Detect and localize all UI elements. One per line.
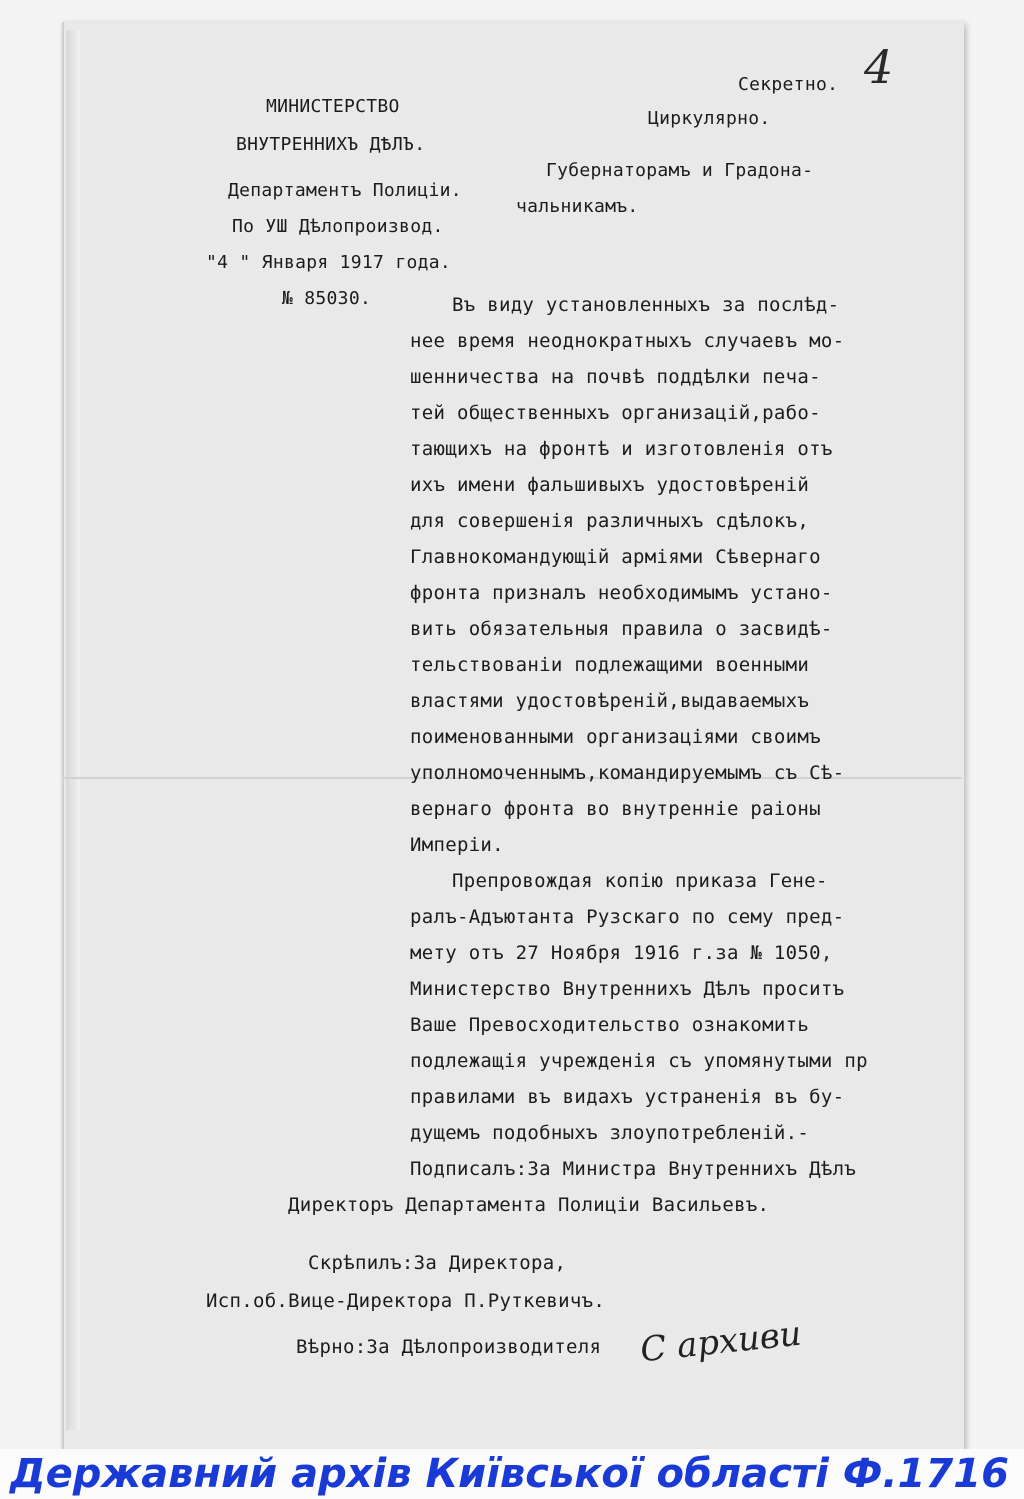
handwritten-annotation: С архиви <box>638 1313 804 1371</box>
body-line: тельствованіи подлежащими военными <box>410 654 810 676</box>
addressee-line1: Губернаторамъ и Градона- <box>546 160 814 181</box>
body-line: для совершенія различныхъ сдѣлокъ, <box>410 510 810 532</box>
vice-director-line: Исп.об.Вице-Директора П.Руткевичъ. <box>206 1290 606 1312</box>
body-line: Подписалъ:За Министра Внутреннихъ Дѣлъ <box>410 1158 857 1180</box>
secret-mark: Секретно. <box>738 74 839 95</box>
body-line: Ваше Превосходительство ознакомить <box>410 1014 810 1036</box>
verified-line: Вѣрно:За Дѣлопроизводителя <box>296 1336 602 1358</box>
body-line: поименованными организаціями своимъ <box>410 726 821 748</box>
ministry-subtitle: ВНУТРЕННИХЪ ДѢЛЪ. <box>236 134 426 155</box>
document-number: № 85030. <box>282 288 372 309</box>
addressee-line2: чальникамъ. <box>516 196 639 217</box>
body-line: ихъ имени фальшивыхъ удостовѣреній <box>410 474 810 496</box>
page-number: 4 <box>864 40 894 94</box>
body-line: фронта призналъ необходимымъ устано- <box>410 582 833 604</box>
body-line: тей общественныхъ организацій,рабо- <box>410 402 821 424</box>
body-line: дущемъ подобныхъ злоупотребленій.- <box>410 1122 810 1144</box>
department-name: Департаментъ Полиціи. <box>228 180 462 201</box>
office-name: По УШ Дѣлопроизвод. <box>232 216 444 237</box>
circular-mark: Циркулярно. <box>648 108 771 129</box>
body-line: подлежащія учрежденія съ упомянутыми пр <box>410 1050 868 1072</box>
ministry-title: МИНИСТЕРСТВО <box>266 96 400 117</box>
body-line: вернаго фронта во внутренніе раіоны <box>410 798 821 820</box>
body-line: вить обязательныя правила о засвидѣ- <box>410 618 833 640</box>
body-line: ралъ-Адъютанта Рузскаго по сему пред- <box>410 906 845 928</box>
document-date: "4 " Января 1917 года. <box>206 252 452 273</box>
archive-caption: Державний архів Київської області Ф.1716 <box>10 1451 1009 1497</box>
director-signature-line: Директоръ Департамента Полиціи Васильевъ. <box>288 1194 770 1216</box>
body-line: Имперіи. <box>410 834 504 856</box>
body-line: Министерство Внутреннихъ Дѣлъ проситъ <box>410 978 845 1000</box>
body-line: уполномоченнымъ,командируемымъ съ Сѣ- <box>410 762 845 784</box>
body-line: правилами въ видахъ устраненія въ бу- <box>410 1086 845 1108</box>
body-line: Препровождая копію приказа Гене- <box>452 870 828 892</box>
body-line: тающихъ на фронтѣ и изготовленія отъ <box>410 438 833 460</box>
countersigned-line: Скрѣпилъ:За Директора, <box>308 1252 567 1274</box>
footer-bar <box>0 1449 1024 1499</box>
body-line: мету отъ 27 Ноября 1916 г.за № 1050, <box>410 942 833 964</box>
body-line: нее время неоднократныхъ случаевъ мо- <box>410 330 845 352</box>
body-line: Главнокомандующій арміями Сѣвернаго <box>410 546 821 568</box>
body-line: властями удостовѣреній,выдаваемыхъ <box>410 690 810 712</box>
body-line: Въ виду установленныхъ за послѣд- <box>452 294 840 316</box>
body-line: шенничества на почвѣ поддѣлки печа- <box>410 366 821 388</box>
